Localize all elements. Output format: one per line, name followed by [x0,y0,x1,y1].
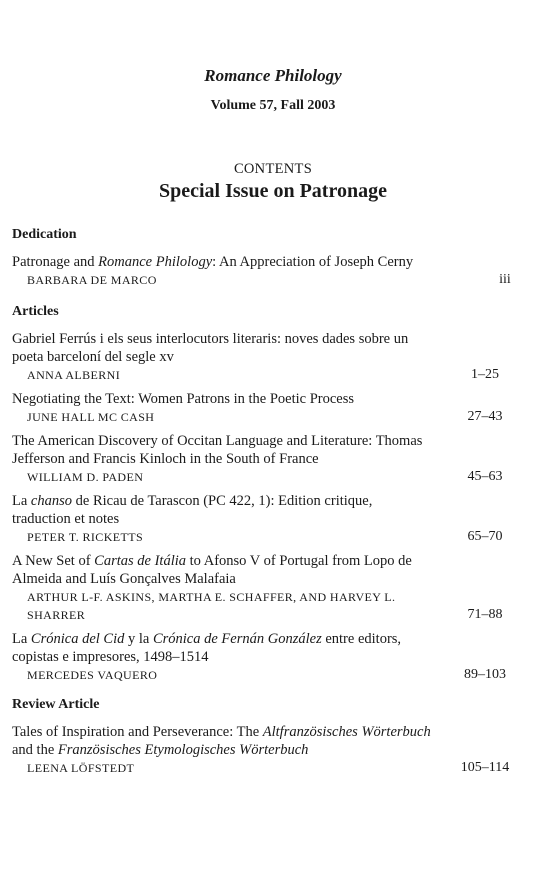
entry-pages: 89–103 [464,667,506,682]
entry-title-part: A New Set of [12,553,95,569]
toc-entry[interactable] [12,253,520,289]
entry-author: MERCEDES VAQUERO [27,668,158,682]
entry-title-part: La [12,631,31,647]
toc-entry[interactable] [12,390,520,426]
entry-title [12,492,432,528]
entry-title-part: Crónica de Fernán González [152,631,322,647]
entry-pages: 27–43 [467,409,503,424]
entry-title [12,432,432,468]
entry-title-part: Negotiating the Text: Women Patrons in the Poetic Process [12,391,355,407]
entry-title-part: La [12,493,31,509]
entry-title-part: to Afonso V of Portugal from Lopo de Almeida and Luís Gonçalves Malafaia [12,553,412,587]
toc-entry[interactable] [12,330,520,384]
entry-author: LEENA LÖFSTEDT [27,761,135,775]
contents-heading: CONTENTS [233,161,313,177]
table-of-contents [12,226,520,783]
entry-pages: 71–88 [467,607,503,622]
entry-title-part: The American Discovery of Occitan Language and Literature: Thomas Jefferson and Francis Kinloch in the South of France [12,433,423,467]
entry-title [12,723,432,759]
entry-pages: 1–25 [471,367,499,382]
toc-entry[interactable] [12,432,520,486]
journal-title: Romance Philology [204,66,342,85]
entry-author: WILLIAM D. PADEN [27,470,144,484]
entry-pages: 105–114 [460,760,510,775]
entry-title-part: and the [12,742,58,758]
entry-author: BARBARA DE MARCO [27,273,157,287]
entry-title [12,253,432,271]
entry-title-part: entre editors, copistas e impresores, 1498–1514 [12,631,402,665]
entry-author: JUNE HALL MC CASH [27,410,155,424]
entry-title-part: de Ricau de Tarascon (PC 422, 1): Edition critique, traduction et notes [12,493,373,527]
entry-title-part: y la [124,631,153,647]
entry-title-part: Cartas de Itália [94,553,187,569]
volume-info: Volume 57, Fall 2003 [210,98,336,113]
entry-title-part: Altfranzösisches Wörterbuch [262,724,431,740]
entry-pages: 45–63 [467,469,503,484]
entry-title-part: Romance Philology [98,254,213,270]
section-heading-dedication: Dedication [12,227,77,242]
toc-entry[interactable] [12,630,520,684]
entry-title-part: Tales of Inspiration and Perseverance: The [12,724,263,740]
entry-title-part: Gabriel Ferrús i els seus interlocutors literaris: noves dades sobre un poeta barceloní del segle xv [12,331,409,365]
entry-title-part: Französisches Etymologisches Wörterbuch [57,742,309,758]
toc-entry[interactable] [12,552,520,624]
toc-entry[interactable] [12,492,520,546]
entry-title [12,630,432,666]
entry-author: ANNA ALBERNI [27,368,121,382]
section-heading-review-article: Review Article [12,697,100,712]
issue-title: Special Issue on Patronage [159,180,387,202]
entry-title-part: : An Appreciation of Joseph Cerny [212,254,414,270]
toc-entry[interactable] [12,723,520,777]
entry-title [12,390,432,408]
entry-title-part: chanso [30,493,73,509]
entry-pages: iii [499,272,511,287]
section-heading-articles: Articles [12,304,59,319]
entry-author: PETER T. RICKETTS [27,530,144,544]
entry-title-part: Crónica del Cid [30,631,125,647]
entry-author: ARTHUR L-F. ASKINS, MARTHA E. SCHAFFER, AND HARVEY L. SHARRER [27,590,396,622]
entry-pages: 65–70 [467,529,503,544]
entry-title [12,552,432,588]
entry-title [12,330,432,366]
entry-title-part: Patronage and [12,254,99,270]
